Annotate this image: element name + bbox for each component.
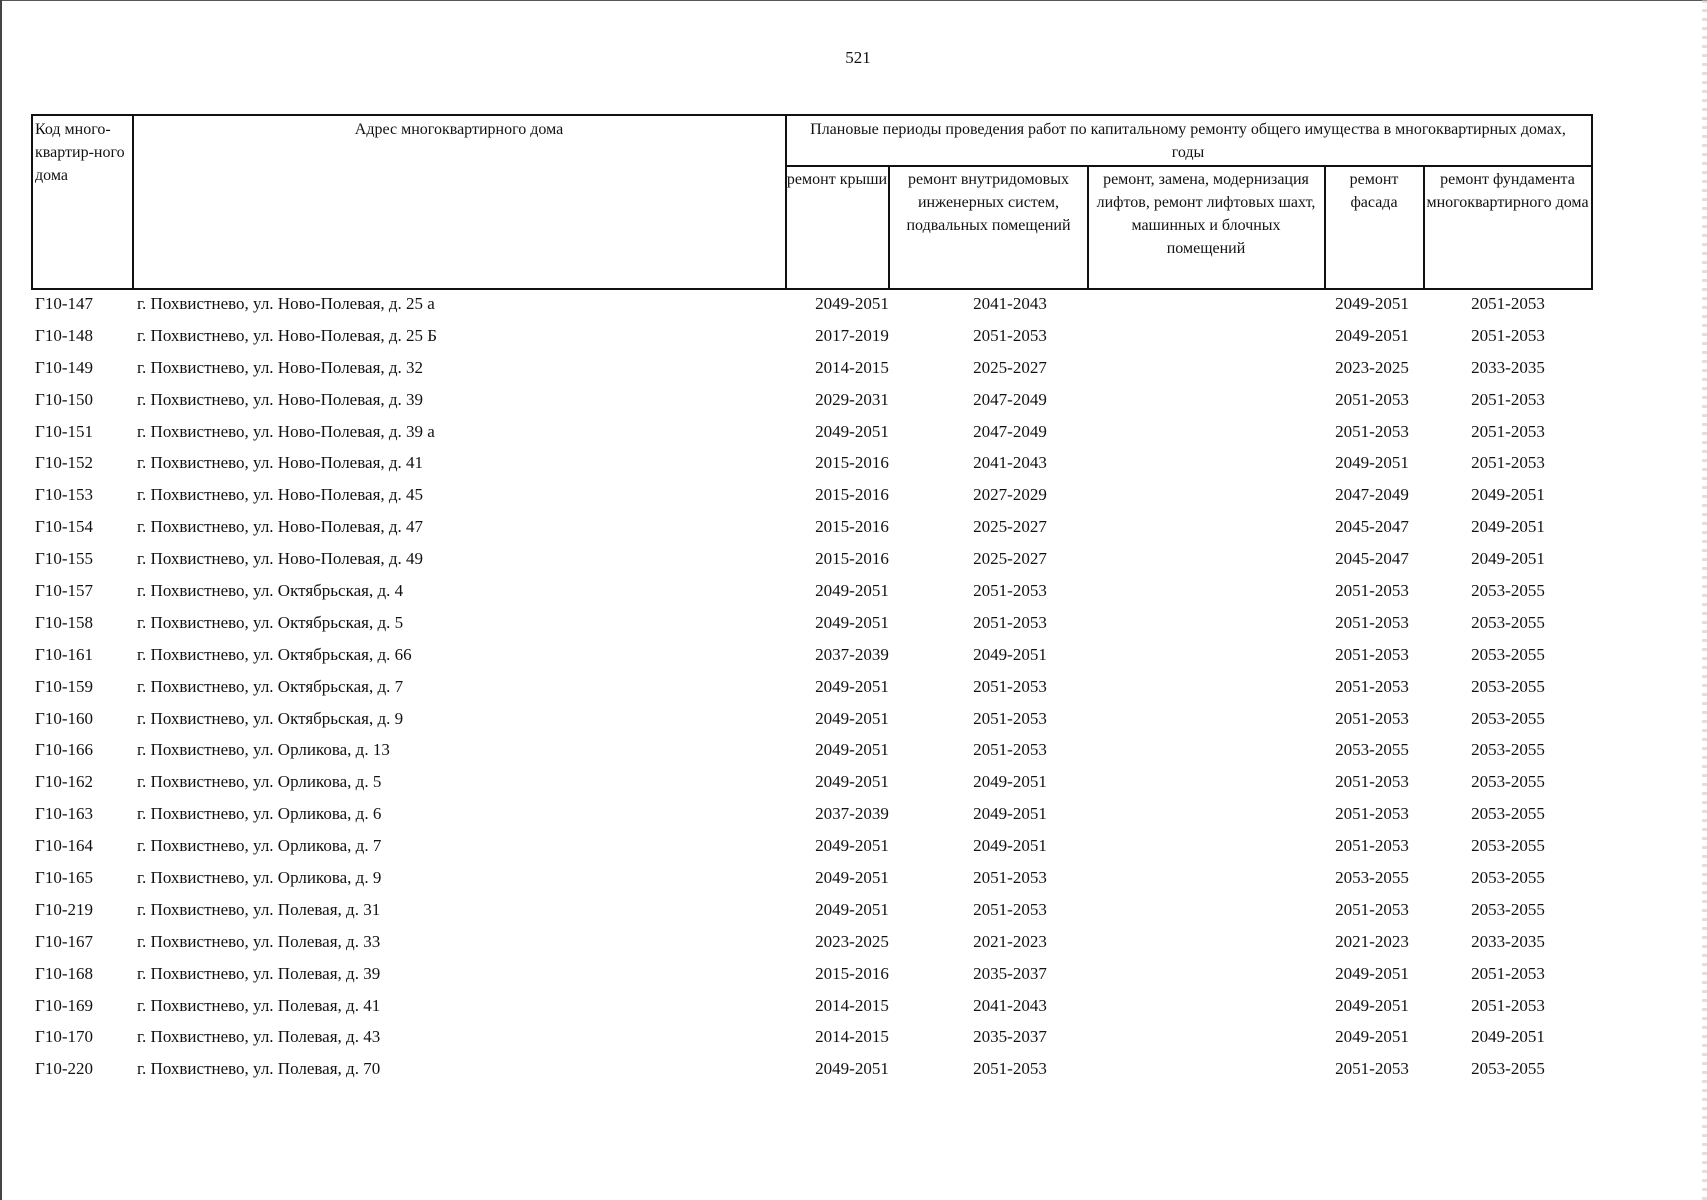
row-address: г. Похвистнево, ул. Октябрьская, д. 5 [137, 612, 404, 632]
row-engineering-period: 2051-2053 [973, 325, 1047, 345]
table-row [31, 291, 1593, 323]
row-facade-period: 2047-2049 [1335, 485, 1409, 505]
row-address: г. Похвистнево, ул. Орликова, д. 13 [137, 740, 390, 760]
row-engineering-period: 2051-2053 [973, 708, 1047, 728]
row-roof-period: 2014-2015 [815, 1027, 889, 1047]
row-roof-period: 2049-2051 [815, 676, 889, 696]
row-foundation-period: 2049-2051 [1471, 1027, 1545, 1047]
row-roof-period: 2015-2016 [815, 517, 889, 537]
row-facade-period: 2051-2053 [1335, 389, 1409, 409]
row-facade-period: 2023-2025 [1335, 357, 1409, 377]
table-row [31, 419, 1593, 451]
row-code: Г10-147 [35, 294, 93, 313]
row-engineering-period: 2035-2037 [973, 963, 1047, 983]
row-address: г. Похвистнево, ул. Октябрьская, д. 4 [137, 581, 404, 601]
row-address: г. Похвистнево, ул. Полевая, д. 31 [137, 899, 381, 919]
header-periods: Плановые периоды проведения работ по капитальному ремонту общего имущества в многоквартирных домах, годы [810, 121, 1566, 161]
table-row [31, 514, 1593, 546]
row-code: Г10-149 [35, 357, 93, 377]
table-row [31, 706, 1593, 738]
page-number: 521 [845, 48, 871, 67]
row-roof-period: 2014-2015 [815, 995, 889, 1015]
table-row [31, 769, 1593, 801]
row-engineering-period: 2035-2037 [973, 1027, 1047, 1047]
row-engineering-period: 2025-2027 [973, 517, 1047, 537]
row-foundation-period: 2051-2053 [1471, 963, 1545, 983]
header-lifts: ремонт, замена, модернизация лифтов, ремонт лифтовых шахт, машинных и блочных помещений [1096, 171, 1316, 257]
header-address: Адрес многоквартирного дома [354, 121, 564, 138]
row-facade-period: 2051-2053 [1335, 676, 1409, 696]
row-engineering-period: 2041-2043 [973, 995, 1047, 1015]
row-code: Г10-166 [35, 740, 93, 760]
header-foundation: ремонт фундамента многоквартирного дома [1426, 171, 1589, 211]
row-code: Г10-219 [35, 899, 93, 919]
table-body [31, 291, 1593, 1088]
row-roof-period: 2049-2051 [815, 772, 889, 792]
row-engineering-period: 2051-2053 [973, 740, 1047, 760]
row-address: г. Похвистнево, ул. Ново-Полевая, д. 32 [137, 357, 424, 377]
row-foundation-period: 2053-2055 [1471, 644, 1545, 664]
row-foundation-period: 2053-2055 [1471, 836, 1545, 856]
table-row [31, 897, 1593, 929]
row-code: Г10-165 [35, 868, 93, 888]
row-engineering-period: 2051-2053 [973, 899, 1047, 919]
row-engineering-period: 2051-2053 [973, 868, 1047, 888]
row-address: г. Похвистнево, ул. Полевая, д. 33 [137, 931, 381, 951]
row-foundation-period: 2053-2055 [1471, 708, 1545, 728]
row-address: г. Похвистнево, ул. Ново-Полевая, д. 47 [137, 517, 424, 537]
row-roof-period: 2049-2051 [815, 294, 889, 313]
row-engineering-period: 2051-2053 [973, 1059, 1047, 1079]
header-facade: ремонт фасада [1349, 171, 1399, 211]
row-foundation-period: 2051-2053 [1471, 389, 1545, 409]
row-roof-period: 2023-2025 [815, 931, 889, 951]
header-roof: ремонт крыши [786, 171, 888, 188]
row-code: Г10-167 [35, 931, 93, 951]
row-code: Г10-161 [35, 644, 93, 664]
table-row [31, 993, 1593, 1025]
row-roof-period: 2049-2051 [815, 868, 889, 888]
row-code: Г10-157 [35, 581, 93, 601]
table-row [31, 482, 1593, 514]
row-address: г. Похвистнево, ул. Орликова, д. 6 [137, 804, 382, 824]
row-engineering-period: 2049-2051 [973, 804, 1047, 824]
row-foundation-period: 2033-2035 [1471, 357, 1545, 377]
row-facade-period: 2051-2053 [1335, 836, 1409, 856]
row-foundation-period: 2053-2055 [1471, 676, 1545, 696]
row-code: Г10-162 [35, 772, 93, 792]
row-code: Г10-169 [35, 995, 93, 1015]
table-row [31, 929, 1593, 961]
row-foundation-period: 2053-2055 [1471, 740, 1545, 760]
row-facade-period: 2049-2051 [1335, 995, 1409, 1015]
table-row [31, 546, 1593, 578]
header-divider [785, 165, 1591, 167]
row-address: г. Похвистнево, ул. Октябрьская, д. 66 [137, 644, 412, 664]
row-code: Г10-148 [35, 325, 93, 345]
row-address: г. Похвистнево, ул. Ново-Полевая, д. 45 [137, 485, 424, 505]
row-roof-period: 2049-2051 [815, 612, 889, 632]
table-row [31, 801, 1593, 833]
table-row [31, 578, 1593, 610]
row-code: Г10-155 [35, 549, 93, 569]
row-foundation-period: 2033-2035 [1471, 931, 1545, 951]
row-roof-period: 2014-2015 [815, 357, 889, 377]
row-engineering-period: 2041-2043 [973, 294, 1047, 313]
row-foundation-period: 2051-2053 [1471, 325, 1545, 345]
row-foundation-period: 2051-2053 [1471, 421, 1545, 441]
row-roof-period: 2015-2016 [815, 453, 889, 473]
row-roof-period: 2049-2051 [815, 740, 889, 760]
row-roof-period: 2049-2051 [815, 421, 889, 441]
row-roof-period: 2037-2039 [815, 804, 889, 824]
row-engineering-period: 2021-2023 [973, 931, 1047, 951]
row-engineering-period: 2027-2029 [973, 485, 1047, 505]
row-address: г. Похвистнево, ул. Орликова, д. 5 [137, 772, 382, 792]
row-roof-period: 2015-2016 [815, 963, 889, 983]
row-facade-period: 2049-2051 [1335, 294, 1409, 313]
row-code: Г10-154 [35, 517, 93, 537]
row-facade-period: 2051-2053 [1335, 581, 1409, 601]
row-engineering-period: 2051-2053 [973, 612, 1047, 632]
row-facade-period: 2051-2053 [1335, 421, 1409, 441]
row-engineering-period: 2051-2053 [973, 676, 1047, 696]
page-left-rule [0, 0, 2, 1200]
row-foundation-period: 2053-2055 [1471, 581, 1545, 601]
row-engineering-period: 2049-2051 [973, 644, 1047, 664]
table-row [31, 865, 1593, 897]
row-code: Г10-158 [35, 612, 93, 632]
row-roof-period: 2015-2016 [815, 549, 889, 569]
row-code: Г10-159 [35, 676, 93, 696]
row-code: Г10-170 [35, 1027, 93, 1047]
row-code: Г10-168 [35, 963, 93, 983]
row-address: г. Похвистнево, ул. Ново-Полевая, д. 25 Б [137, 325, 438, 345]
row-foundation-period: 2051-2053 [1471, 995, 1545, 1015]
row-code: Г10-164 [35, 836, 93, 856]
row-facade-period: 2045-2047 [1335, 549, 1409, 569]
row-facade-period: 2049-2051 [1335, 325, 1409, 345]
row-engineering-period: 2041-2043 [973, 453, 1047, 473]
row-facade-period: 2045-2047 [1335, 517, 1409, 537]
row-facade-period: 2049-2051 [1335, 1027, 1409, 1047]
row-roof-period: 2017-2019 [815, 325, 889, 345]
row-engineering-period: 2051-2053 [973, 581, 1047, 601]
row-foundation-period: 2053-2055 [1471, 868, 1545, 888]
header-divider [785, 116, 787, 288]
header-divider [132, 116, 134, 288]
row-foundation-period: 2053-2055 [1471, 899, 1545, 919]
row-foundation-period: 2053-2055 [1471, 612, 1545, 632]
row-facade-period: 2051-2053 [1335, 708, 1409, 728]
row-address: г. Похвистнево, ул. Ново-Полевая, д. 39 а [137, 421, 435, 441]
row-address: г. Похвистнево, ул. Ново-Полевая, д. 25 а [137, 294, 435, 313]
row-address: г. Похвистнево, ул. Ново-Полевая, д. 39 [137, 389, 424, 409]
table-header [31, 114, 1593, 290]
row-foundation-period: 2051-2053 [1471, 453, 1545, 473]
row-code: Г10-152 [35, 453, 93, 473]
table-row [31, 610, 1593, 642]
row-address: г. Похвистнево, ул. Ново-Полевая, д. 49 [137, 549, 424, 569]
row-facade-period: 2051-2053 [1335, 899, 1409, 919]
row-engineering-period: 2047-2049 [973, 421, 1047, 441]
table-row [31, 674, 1593, 706]
row-foundation-period: 2049-2051 [1471, 549, 1545, 569]
row-engineering-period: 2049-2051 [973, 772, 1047, 792]
table-row [31, 642, 1593, 674]
table-row [31, 737, 1593, 769]
row-code: Г10-150 [35, 389, 93, 409]
header-engineering: ремонт внутридомовых инженерных систем, подвальных помещений [906, 171, 1071, 234]
table-row [31, 1024, 1593, 1056]
row-roof-period: 2029-2031 [815, 389, 889, 409]
row-foundation-period: 2049-2051 [1471, 517, 1545, 537]
page-top-rule [0, 0, 1707, 1]
page-scan-edge [1702, 0, 1707, 1200]
row-foundation-period: 2053-2055 [1471, 1059, 1545, 1079]
table-row [31, 1056, 1593, 1088]
row-facade-period: 2051-2053 [1335, 772, 1409, 792]
table-row [31, 961, 1593, 993]
header-divider [1087, 165, 1089, 288]
row-address: г. Похвистнево, ул. Полевая, д. 39 [137, 963, 381, 983]
row-facade-period: 2051-2053 [1335, 1059, 1409, 1079]
row-roof-period: 2015-2016 [815, 485, 889, 505]
row-roof-period: 2037-2039 [815, 644, 889, 664]
row-foundation-period: 2049-2051 [1471, 485, 1545, 505]
table-row [31, 387, 1593, 419]
row-facade-period: 2053-2055 [1335, 740, 1409, 760]
row-roof-period: 2049-2051 [815, 1059, 889, 1079]
row-address: г. Похвистнево, ул. Октябрьская, д. 9 [137, 708, 404, 728]
row-address: г. Похвистнево, ул. Полевая, д. 41 [137, 995, 381, 1015]
row-address: г. Похвистнево, ул. Орликова, д. 7 [137, 836, 382, 856]
row-facade-period: 2051-2053 [1335, 644, 1409, 664]
row-code: Г10-163 [35, 804, 93, 824]
row-engineering-period: 2025-2027 [973, 549, 1047, 569]
row-engineering-period: 2049-2051 [973, 836, 1047, 856]
row-address: г. Похвистнево, ул. Октябрьская, д. 7 [137, 676, 404, 696]
table-row [31, 355, 1593, 387]
row-engineering-period: 2047-2049 [973, 389, 1047, 409]
row-facade-period: 2051-2053 [1335, 804, 1409, 824]
row-facade-period: 2049-2051 [1335, 453, 1409, 473]
row-address: г. Похвистнево, ул. Полевая, д. 43 [137, 1027, 381, 1047]
row-foundation-period: 2053-2055 [1471, 804, 1545, 824]
row-code: Г10-151 [35, 421, 93, 441]
row-roof-period: 2049-2051 [815, 581, 889, 601]
table-row [31, 833, 1593, 865]
row-address: г. Похвистнево, ул. Орликова, д. 9 [137, 868, 382, 888]
row-address: г. Похвистнево, ул. Ново-Полевая, д. 41 [137, 453, 424, 473]
row-address: г. Похвистнево, ул. Полевая, д. 70 [137, 1059, 381, 1079]
row-foundation-period: 2051-2053 [1471, 294, 1545, 313]
row-facade-period: 2021-2023 [1335, 931, 1409, 951]
table-row [31, 323, 1593, 355]
row-code: Г10-160 [35, 708, 93, 728]
row-code: Г10-153 [35, 485, 93, 505]
header-code: Код много-квартир-ного дома [35, 121, 125, 184]
row-engineering-period: 2025-2027 [973, 357, 1047, 377]
row-code: Г10-220 [35, 1059, 93, 1079]
row-facade-period: 2051-2053 [1335, 612, 1409, 632]
row-foundation-period: 2053-2055 [1471, 772, 1545, 792]
row-facade-period: 2049-2051 [1335, 963, 1409, 983]
row-roof-period: 2049-2051 [815, 899, 889, 919]
row-facade-period: 2053-2055 [1335, 868, 1409, 888]
row-roof-period: 2049-2051 [815, 708, 889, 728]
table-row [31, 450, 1593, 482]
row-roof-period: 2049-2051 [815, 836, 889, 856]
